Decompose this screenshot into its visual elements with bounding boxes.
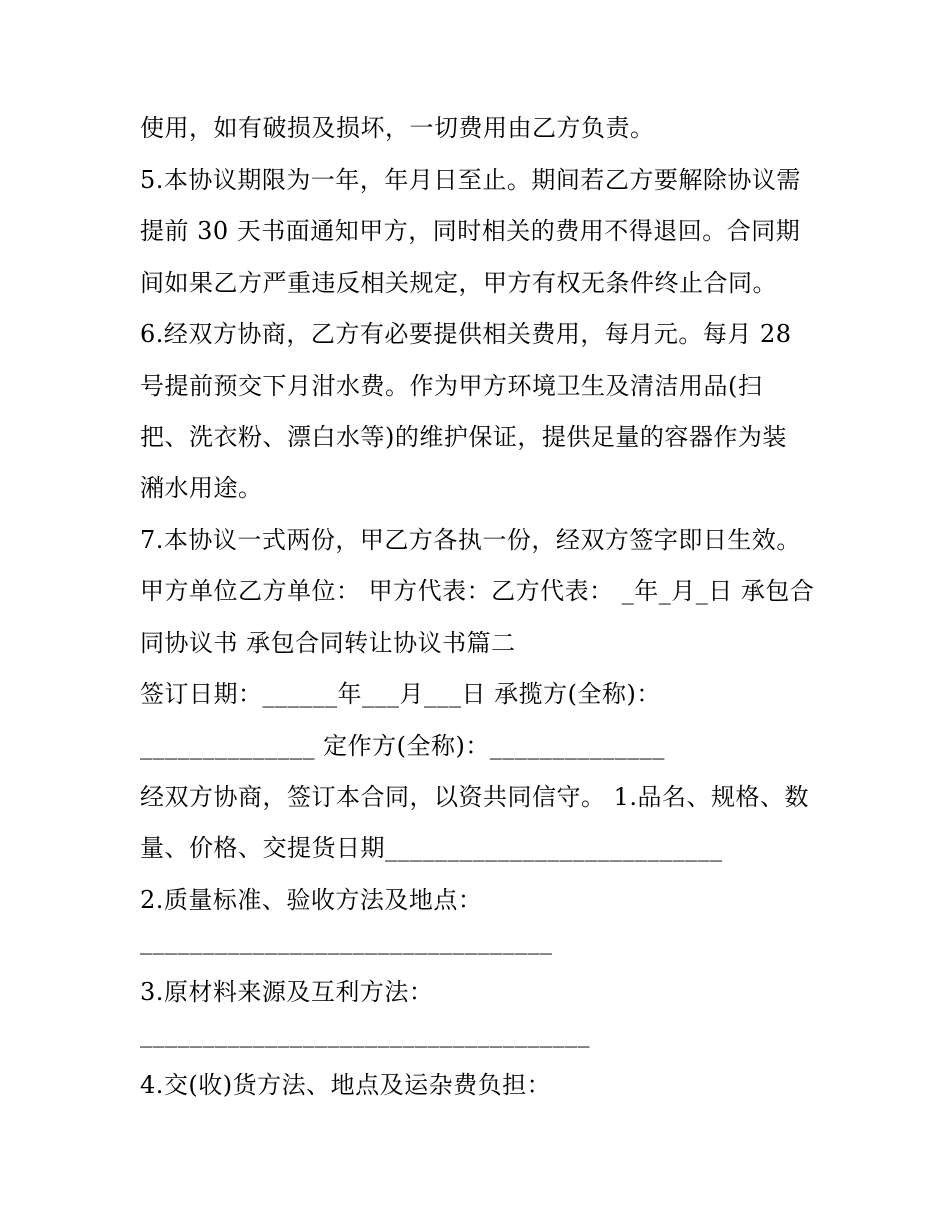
text-line: 同协议书 承包合同转让协议书篇二 xyxy=(140,629,516,657)
text-line: 3.原材料来源及互利方法： xyxy=(140,978,434,1006)
text-line: 4.交(收)货方法、地点及运杂费负担： xyxy=(140,1071,552,1099)
text-line: 把、洗衣粉、漂白水等)的维护保证，提供足量的容器作为装 xyxy=(140,423,787,451)
text-line: _________________________________ xyxy=(140,927,553,955)
text-line: 使用，如有破损及损坏，一切费用由乙方负责。 xyxy=(140,114,655,142)
text-line: 量、价格、交提货日期___________________________ xyxy=(140,834,723,862)
text-line: 提前 30 天书面通知甲方，同时相关的费用不得退回。合同期 xyxy=(140,217,801,245)
text-line: ______________ 定作方(全称)：______________ xyxy=(140,732,665,760)
text-line: 6.经双方协商，乙方有必要提供相关费用，每月元。每月 28 xyxy=(140,320,792,348)
text-line: 2.质量标准、验收方法及地点： xyxy=(140,886,483,914)
text-line: 号提前预交下月泔水费。作为甲方环境卫生及清洁用品(扫 xyxy=(140,372,763,400)
text-line: ____________________________________ xyxy=(140,1020,590,1048)
text-line: 间如果乙方严重违反相关规定，甲方有权无条件终止合同。 xyxy=(140,269,777,297)
text-line: 潲水用途。 xyxy=(140,474,263,502)
text-line: 经双方协商，签订本合同，以资共同信守。 1.品名、规格、数 xyxy=(140,783,810,811)
text-line: 5.本协议期限为一年，年月日至止。期间若乙方要解除协议需 xyxy=(140,166,801,194)
text-line: 签订日期：______年___月___日 承揽方(全称)： xyxy=(140,680,661,708)
text-line: 7.本协议一式两份，甲乙方各执一份，经双方签字即日生效。 xyxy=(140,526,801,554)
text-line: 甲方单位乙方单位： 甲方代表：乙方代表： _年_月_日 承包合 xyxy=(140,577,815,605)
